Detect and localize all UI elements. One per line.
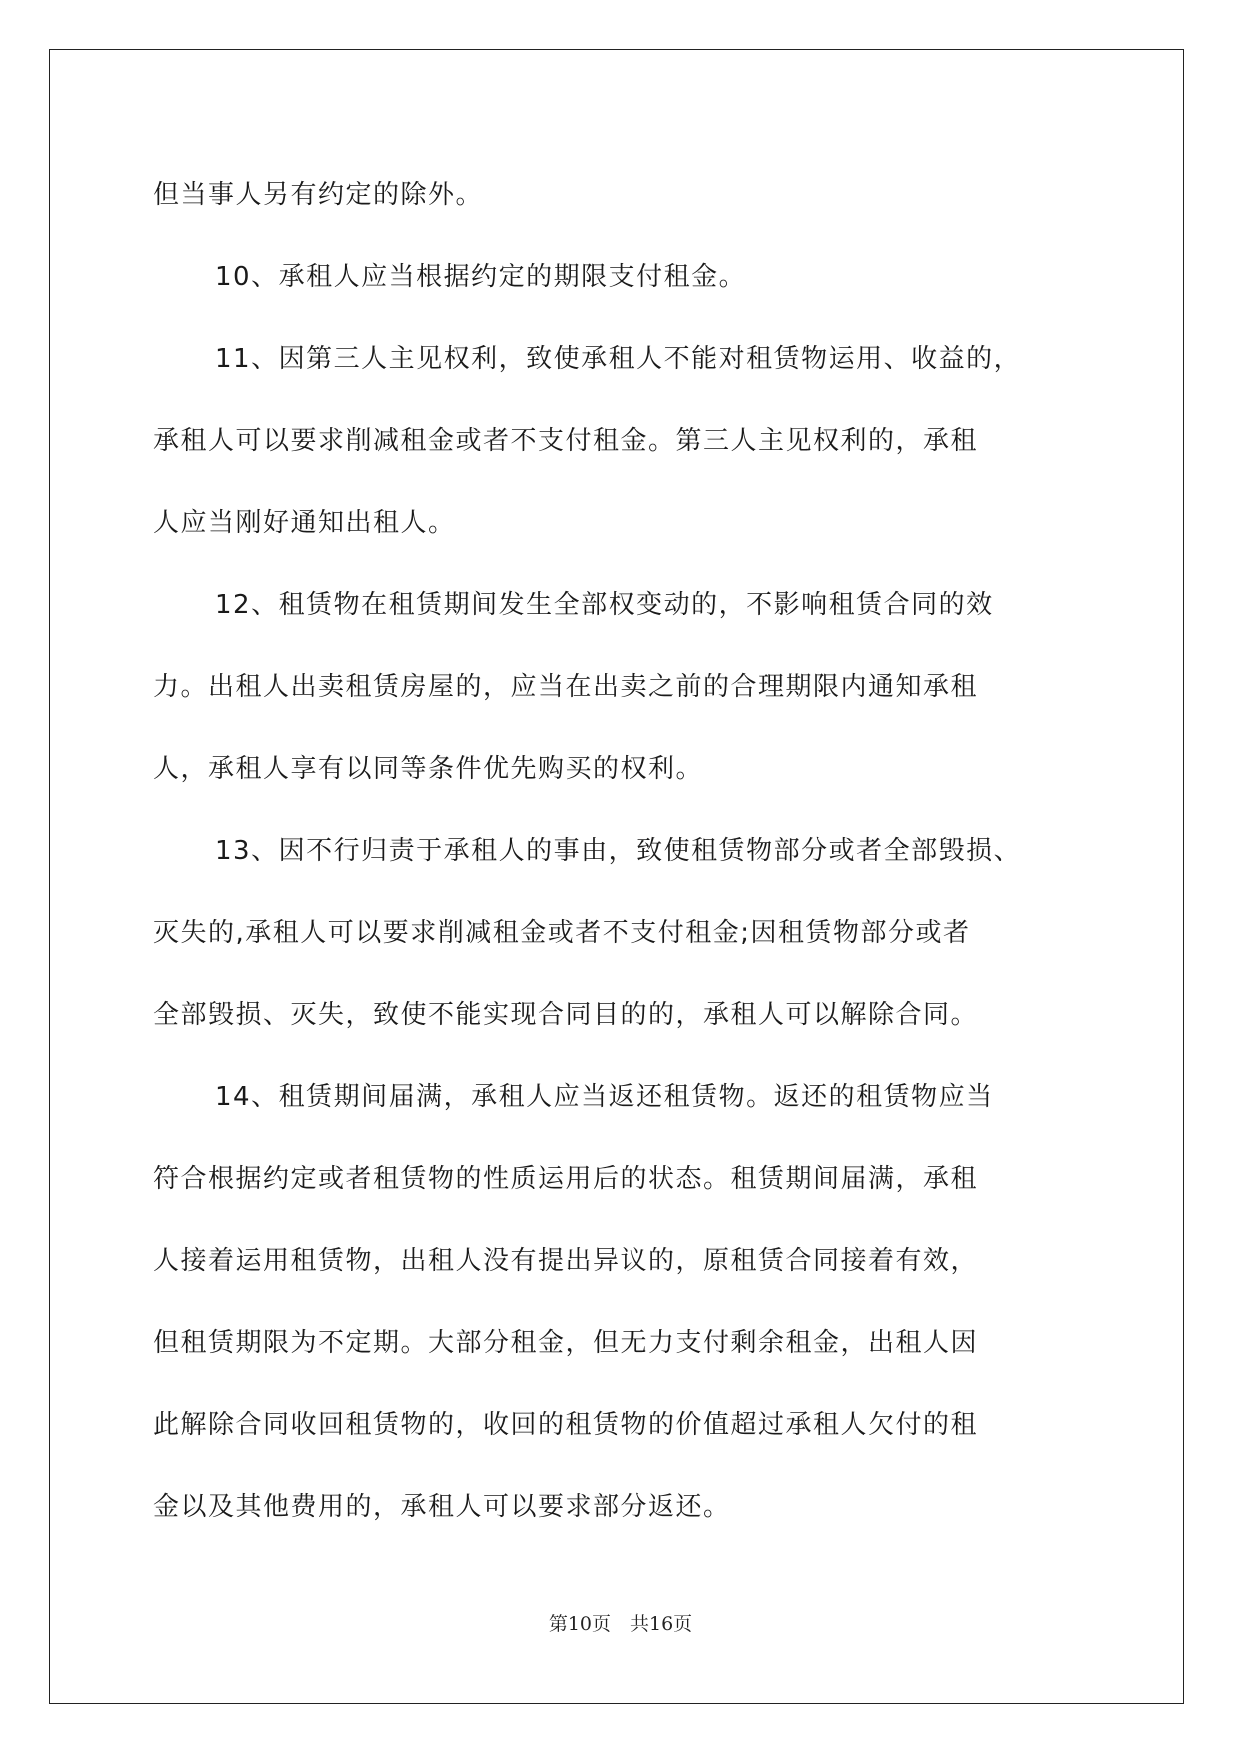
text-line: 12、租赁物在租赁期间发生全部权变动的，不影响租赁合同的效 bbox=[215, 590, 994, 620]
document-body bbox=[153, 154, 1089, 1548]
text-line: 人，承租人享有以同等条件优先购买的权利。 bbox=[153, 754, 704, 784]
text-line: 13、因不行归责于承租人的事由，致使租赁物部分或者全部毁损、 bbox=[215, 836, 1022, 866]
text-line: 金以及其他费用的，承租人可以要求部分返还。 bbox=[153, 1492, 731, 1522]
text-line: 但租赁期限为不定期。大部分租金，但无力支付剩余租金，出租人因 bbox=[153, 1328, 979, 1358]
text-line: 承租人可以要求削减租金或者不支付租金。第三人主见权利的，承租 bbox=[153, 426, 979, 456]
text-line: 人应当刚好通知出租人。 bbox=[153, 508, 456, 538]
text-line: 10、承租人应当根据约定的期限支付租金。 bbox=[215, 262, 747, 292]
text-line: 11、因第三人主见权利，致使承租人不能对租赁物运用、收益的， bbox=[215, 344, 1022, 374]
text-line: 力。出租人出卖租赁房屋的，应当在出卖之前的合理期限内通知承租 bbox=[153, 672, 979, 702]
text-line: 但当事人另有约定的除外。 bbox=[153, 180, 484, 210]
text-line: 符合根据约定或者租赁物的性质运用后的状态。租赁期间届满，承租 bbox=[153, 1164, 979, 1194]
text-line: 灭失的,承租人可以要求削减租金或者不支付租金;因租赁物部分或者 bbox=[153, 918, 971, 948]
text-line: 全部毁损、灭失，致使不能实现合同目的的，承租人可以解除合同。 bbox=[153, 1000, 979, 1030]
page-number: 第10页 共16页 bbox=[548, 1613, 693, 1635]
text-line: 此解除合同收回租赁物的，收回的租赁物的价值超过承租人欠付的租 bbox=[153, 1410, 979, 1440]
text-line: 14、租赁期间届满，承租人应当返还租赁物。返还的租赁物应当 bbox=[215, 1082, 994, 1112]
text-line: 人接着运用租赁物，出租人没有提出异议的，原租赁合同接着有效， bbox=[153, 1246, 979, 1276]
page-footer bbox=[0, 1609, 1241, 1636]
